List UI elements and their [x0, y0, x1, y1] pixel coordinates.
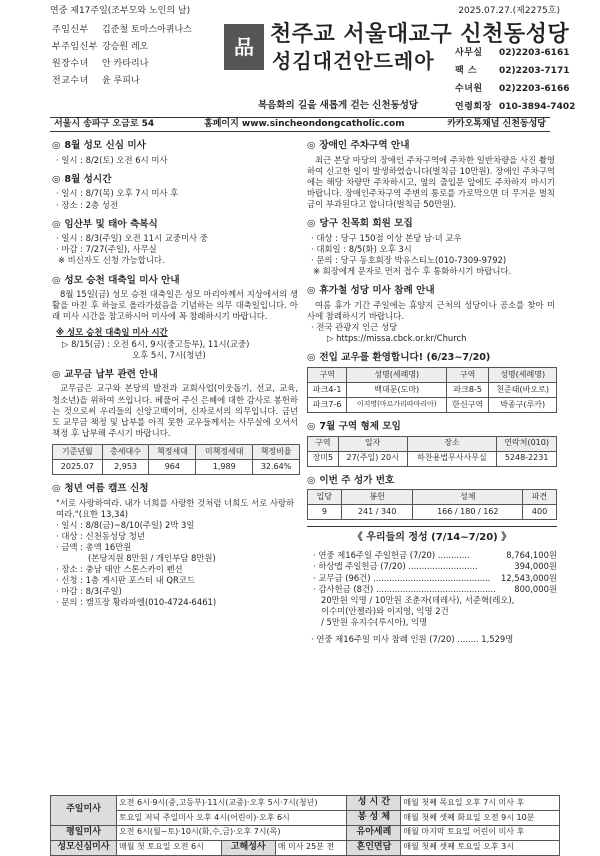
target-icon: ◎ — [307, 285, 316, 297]
left-column — [52, 140, 300, 608]
attendance-line: · 연중 제16주일 미사 참례 인원 (7/20) ........ 1,529명 — [311, 634, 514, 644]
offering-row: · 하상맵 주일헌금 (7/20) .......................... 394,000원 — [313, 561, 557, 572]
info-line: · 신청 : 1층 게시판 포스터 내 QR코드 — [56, 575, 195, 586]
contact-list — [455, 44, 595, 116]
table-header: 봉헌 — [341, 490, 413, 505]
table-header: 구역 — [308, 436, 339, 451]
table-header-row — [53, 444, 300, 459]
info-line: · 마감 : 7/27(주일), 사무실 — [56, 244, 157, 255]
contact-key: 연령회장 — [455, 102, 492, 112]
pledge-table — [52, 444, 300, 475]
table-header: 구역 — [308, 367, 347, 382]
schedule-heading: 혼인면담 — [347, 840, 401, 855]
table-cell: 166 / 180 / 162 — [413, 505, 523, 520]
kakao-channel: 카카오톡채널 신천동성당 — [447, 119, 546, 129]
staff-name: 안 카타리나 — [102, 59, 149, 69]
schedule-cell: 매월 마지막 토요일 어린이 미사 후 — [401, 825, 560, 840]
section-title: ◎ 당구 친목회 회원 모집 — [307, 218, 413, 230]
issue-date: 2025.07.27.(제2275호) — [458, 6, 560, 16]
mass-time-subtitle: ※ 성모 승천 대축일 미사 시간 — [56, 327, 168, 338]
info-line: · 일시 : 8/2(토) 오전 6시 미사 — [56, 154, 168, 165]
table-header: 기준년월 — [53, 444, 103, 459]
table-header: 미책정세대 — [196, 444, 253, 459]
info-line: · 문의 : 당구 동호회장 박유스티노(010-7309-9792) — [311, 254, 507, 265]
address: 서울시 송파구 오금로 54 — [54, 119, 155, 129]
section-title: ◎ 청년 여름 캠프 신청 — [52, 482, 149, 494]
table-header-row — [308, 367, 557, 382]
mass-time-line: 오후 5시, 7시(청년) — [132, 349, 206, 360]
section-title: ◎ 교무금 납부 관련 안내 — [52, 368, 158, 380]
table-cell: 27(주일) 20시 — [338, 451, 407, 466]
table-cell: 장미5 — [308, 451, 339, 466]
staff-name: 윤 루피나 — [102, 76, 140, 86]
schedule-table-wrap — [50, 795, 560, 856]
table-cell: 2,953 — [102, 459, 149, 474]
offering-row: · 감사헌금 (8건) ............................................. 800,000원 — [313, 583, 557, 594]
table-header: 입당 — [308, 490, 342, 505]
contact-key: 팩 스 — [455, 66, 478, 76]
schedule-heading: 평일미사 — [51, 825, 117, 840]
issue-occasion: 연중 제17주일(조부모와 노인의 날) — [50, 6, 191, 16]
table-row — [308, 382, 557, 397]
table-cell: 박종구(루카) — [489, 397, 557, 412]
target-icon: ◎ — [307, 140, 316, 151]
info-line: · 대상 : 당구 150점 이상 본당 남·녀 교우 — [311, 232, 462, 243]
table-header: 파견 — [523, 490, 557, 505]
contact-row — [455, 44, 595, 62]
contact-value: 02)2203-6166 — [499, 84, 570, 94]
table-row — [53, 459, 300, 474]
staff-name: 강승원 레오 — [102, 42, 149, 52]
section-title: ◎ 휴가철 성당 미사 참례 안내 — [307, 285, 435, 297]
table-cell: 하찬용법무사사무실 — [407, 451, 497, 466]
table-header: 연락처(010) — [497, 436, 557, 451]
section-title: ◎ 성모 승천 대축일 미사 안내 — [52, 274, 180, 286]
staff-row — [52, 56, 212, 73]
info-line: · 일시 : 8/8(금)~8/10(주일) 2박 3일 — [56, 519, 195, 530]
newcomer-table — [307, 367, 557, 413]
table-cell: 2025.07 — [53, 459, 103, 474]
table-row — [308, 397, 557, 412]
bible-quote: "서로 사랑하여라. 내가 너희를 사랑한 것처럼 너희도 서로 사랑하여라."(요한 13,34) — [56, 497, 295, 519]
schedule-cell: 매월 첫째 목요일 오후 7시 미사 후 — [401, 796, 560, 811]
table-cell: 9 — [308, 505, 342, 520]
table-row — [308, 505, 557, 520]
info-line: · 전국 관광지 인근 성당 — [311, 322, 398, 332]
hymn-table — [307, 489, 557, 520]
schedule-cell: 오전 6시(월~토)·10시(화,수,금)·오후 7시(목) — [117, 825, 347, 840]
target-icon: ◎ — [52, 140, 61, 151]
target-icon: ◎ — [52, 482, 61, 494]
table-header-row — [308, 436, 557, 451]
staff-role: 원장수녀 — [52, 59, 89, 69]
parish-logo: 品 — [224, 24, 264, 70]
schedule-heading: 주일미사 — [51, 796, 117, 826]
table-cell: 백대문(도마) — [347, 382, 447, 397]
contact-row — [455, 80, 595, 98]
section-title: ◎ 8월 성모 신심 미사 — [52, 140, 146, 151]
section-title: ◎ 전입 교우를 환영합니다! (6/23~7/20) — [307, 352, 491, 364]
table-header: 책정비율 — [253, 444, 300, 459]
table-header: 장소 — [407, 436, 497, 451]
target-icon: ◎ — [52, 173, 61, 185]
table-header: 일자 — [338, 436, 407, 451]
table-cell: 천준태(바오로) — [489, 382, 557, 397]
parish-slogan: 복음화의 길을 새롭게 걷는 신천동성당 — [258, 100, 419, 111]
contact-value: 02)2203-6161 — [499, 48, 570, 58]
schedule-heading: 성모신심미사 — [51, 840, 117, 855]
table-cell: 파크4-1 — [308, 382, 347, 397]
target-icon: ◎ — [52, 368, 61, 380]
target-icon: ◎ — [307, 420, 316, 432]
schedule-table — [50, 795, 560, 856]
table-cell: 파크8-5 — [447, 382, 489, 397]
info-line: · 대상 : 신천동성당 청년 — [56, 530, 145, 541]
right-column — [307, 140, 557, 645]
info-line: · 금액 : 총액 16만원 — [56, 541, 132, 552]
info-line: · 장소 : 2층 성전 — [56, 199, 118, 210]
schedule-heading: 유아세례 — [347, 825, 401, 840]
target-icon: ◎ — [52, 218, 61, 230]
contact-row — [455, 98, 595, 116]
table-cell: 1,989 — [196, 459, 253, 474]
offering-row: · 연중 제16주일 주일헌금 (7/20) ............ 8,764,100원 — [313, 550, 557, 561]
table-header: 성체 — [413, 490, 523, 505]
schedule-cell: 오전 6시·9시(중,고등부)·11시(교중)·오후 5시·7시(청년) — [117, 796, 347, 811]
section-paragraph: 8월 15일(금) 성모 승천 대축일은 성모 마리아께서 지상에서의 생활을 마친 후 하늘로 올라가셨음을 기념하는 의무 대축일입니다. 아래 미사 시간을 참고하시어 미사에 꼭 참례하시기 바랍니다. — [52, 289, 298, 322]
table-row — [51, 796, 560, 811]
info-line: (본당지원 8만원 / 개인부담 8만원) — [88, 553, 216, 563]
table-header: 성명(세례명) — [347, 367, 447, 382]
parish-title: 천주교 서울대교구 신천동성당 — [270, 22, 570, 47]
homepage-link[interactable]: 홈페이지 www.sincheondongcatholic.com — [204, 119, 405, 129]
section-title: ◎ 7월 구역 형제 모임 — [307, 420, 401, 432]
section-title: ◎ 장애인 주차구역 안내 — [307, 140, 410, 151]
offering-row: · 교무금 (96건) ............................................ 12,543,000원 — [313, 572, 557, 583]
table-cell: 한신구역 — [447, 397, 489, 412]
section-title: ◎ 임산부 및 태아 축복식 — [52, 218, 158, 230]
target-icon: ◎ — [52, 274, 61, 286]
table-cell: 964 — [149, 459, 196, 474]
staff-role: 부주임신부 — [52, 42, 98, 52]
table-cell: 241 / 340 — [341, 505, 413, 520]
section-paragraph: 최근 본당 마당의 장애인 주차구역에 주차한 일반차량을 사진 촬영하여 신고한 일이 발생하였습니다(벌칙금 10만원). 장애인 주차구역에는 해당 차량만 주차하시고, 옆의 출입문 앞에도 주차하지 마시기 바랍니다. 장애인주차구역 주변의 통로를 가로막으면 더 무거운 벌칙금이 부과된다고 합니다(벌칙금 50만원). — [307, 154, 555, 210]
table-cell: 5248-2231 — [497, 451, 557, 466]
contact-value: 02)2203-7171 — [499, 66, 570, 76]
schedule-cell: 매 미사 25분 전 — [275, 840, 347, 855]
table-header: 총세대수 — [102, 444, 149, 459]
info-note: ※ 회장에게 문자로 먼저 접수 후 통화하시기 바랍니다. — [313, 266, 512, 277]
section-paragraph: 교무금은 교구와 본당의 발전과 교회사업(이웃돕기, 선교, 교육, 청소년)을 위하여 쓰입니다. 베풀어 주신 은혜에 대한 감사로 봉헌하는 것으로써 우리들의 신앙고백이며, 신자로서의 의무입니다. 금년도 교무금 책정 및 납부를 아직 못한 교우들께서는 사무실에 오셔서 책정 후 납부해 주시기 바랍니다. — [52, 383, 298, 438]
schedule-cell: 매월 첫째 셋째 화요일 오전 9시 10분 — [401, 810, 560, 825]
table-header-row — [308, 490, 557, 505]
schedule-cell: 매월 첫째 셋째 토요일 오후 3시 — [401, 840, 560, 855]
schedule-cell: 매월 첫 토요일 오전 6시 — [117, 840, 222, 855]
schedule-cell: 토요일 저녁 주일미사 오후 4시(어린이)·오후 6시 — [117, 810, 347, 825]
mass-time-line: ▷ 8/15(금) : 오전 6시, 9시(중고등부), 11시(교중) — [62, 338, 250, 349]
table-row — [51, 810, 560, 825]
schedule-heading: 봉 성 체 — [347, 810, 401, 825]
target-icon: ◎ — [307, 474, 316, 486]
staff-role: 주임신부 — [52, 25, 89, 35]
church-finder-link[interactable]: ▷ https://missa.cbck.or.kr/Church — [327, 333, 467, 344]
staff-row — [52, 73, 212, 90]
table-header: 책정세대 — [149, 444, 196, 459]
contact-value: 010-3894-7402 — [499, 102, 576, 112]
offering-title: 《 우리들의 정성 (7/14~7/20) 》 — [352, 532, 512, 544]
staff-row — [52, 22, 212, 39]
contact-key: 사무실 — [455, 48, 483, 58]
target-icon: ◎ — [307, 352, 316, 364]
table-cell: 32.64% — [253, 459, 300, 474]
table-header: 구역 — [447, 367, 489, 382]
table-row — [308, 451, 557, 466]
table-row — [51, 825, 560, 840]
target-icon: ◎ — [307, 218, 316, 230]
contact-key: 수녀원 — [455, 84, 483, 94]
section-title: ◎ 8월 성시간 — [52, 173, 112, 185]
info-line: · 마감 : 8/3(주일) — [56, 586, 122, 597]
top-bar — [50, 6, 560, 18]
contact-row — [455, 62, 595, 80]
donor-line: 이수미(안젤라)와 이지영, 익명 2건 — [321, 605, 449, 616]
table-header: 성명(세례명) — [489, 367, 557, 382]
info-line: · 대회일 : 8/5(화) 오후 3시 — [311, 243, 412, 254]
section-paragraph: 여름 휴가 기간 주일에는 휴양지 근처의 성당이나 공소를 찾아 미사에 참례하시기 바랍니다. — [307, 299, 555, 321]
staff-list — [52, 22, 212, 90]
table-cell: 이지명(마르가리따마리아) — [347, 397, 447, 412]
section-title: ◎ 이번 주 성가 번호 — [307, 474, 395, 486]
offering-box — [307, 526, 557, 645]
staff-role: 전교수녀 — [52, 76, 89, 86]
schedule-heading: 성 시 간 — [347, 796, 401, 811]
address-bar — [50, 117, 550, 132]
info-line: · 장소 : 충남 태안 스톤스카이 펜션 — [56, 564, 183, 575]
info-line: · 일시 : 8/7(목) 오후 7시 미사 후 — [56, 188, 179, 199]
parish-patron: 성김대건안드레아 — [272, 49, 435, 73]
staff-name: 김준철 토마스아퀴나스 — [102, 25, 192, 35]
info-line: · 문의 : 캠프장 황라파엘(010-4724-6461) — [56, 597, 217, 608]
staff-row — [52, 39, 212, 56]
district-meeting-table — [307, 436, 557, 467]
table-row — [51, 840, 560, 855]
donor-line: 20만원 익명 / 10만원 조춘자(데레사), 서준혁(레오), — [321, 594, 515, 605]
schedule-heading: 고해성사 — [221, 840, 275, 855]
info-note: ※ 비신자도 신청 가능합니다. — [58, 255, 165, 266]
table-cell: 파크7-6 — [308, 397, 347, 412]
info-line: · 일시 : 8/3(주일) 오전 11시 교중미사 중 — [56, 233, 208, 244]
table-cell: 400 — [523, 505, 557, 520]
donor-line: / 5만원 유지수(루시아), 익명 — [321, 616, 428, 627]
